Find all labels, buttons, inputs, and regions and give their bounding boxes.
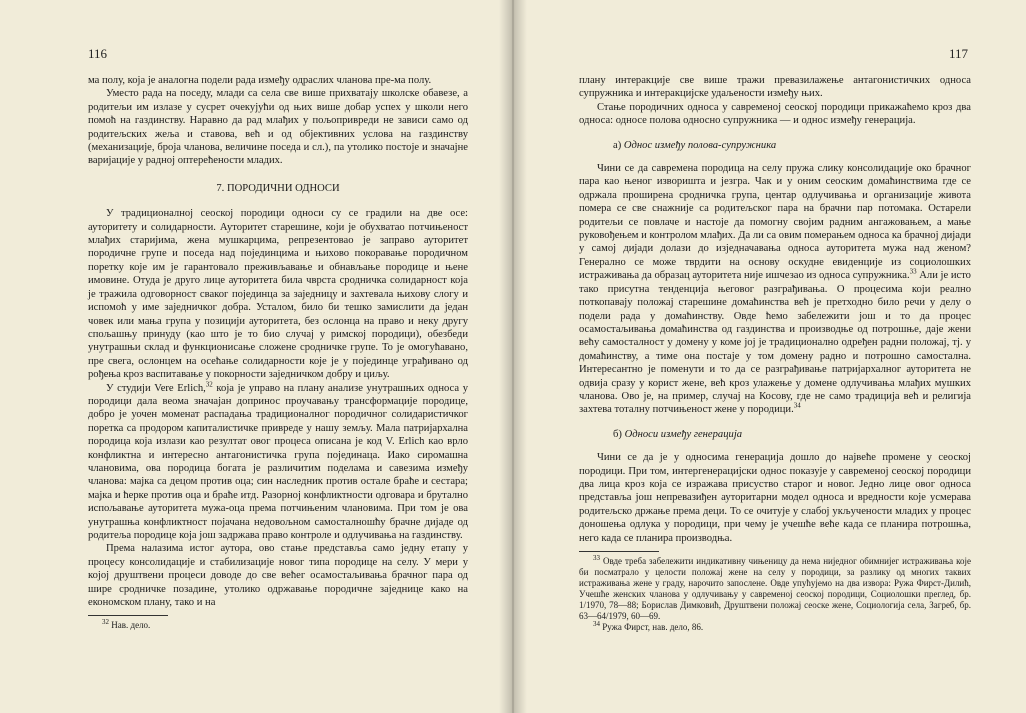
footnote-mark: 32 <box>102 618 109 627</box>
footnote-reference: 33 <box>909 267 917 276</box>
footnote-mark: 33 <box>593 554 600 562</box>
paragraph: Уместо рада на поседу, млади са села све више прихватају школске обавезе, а родитељи им излазе у сусрет очекујући од њих више добар успех у школи него помоћ на газдинству. Наравно да рад млађих у пољопривреди не зависи само од родитељских жеља и ставова, већ и од објективних услова на газдинству (механизације, броја чланова, величине поседа и сл.), па утолико постоје и значајне варијације у радној оптерећености младих. <box>88 88 468 167</box>
footnotes <box>88 620 468 631</box>
section-heading: 7. ПОРОДИЧНИ ОДНОСИ <box>216 182 340 194</box>
footnote-text: Овде треба забележити индикативну чињеницу да нема ниједног обимнијег истраживања које би посматрало у целости положај жене на селу у породици, за разлику од многих таквих истраживања жене у граду, нарочито запослене. Овде упућујемо на два извора: Ружа Фирст-Дилић, Учешће женских чланова у одлучивању у савременој сеоској породици, Социолошки преглед, бр. 1/1970, 78—88; Борислав Димковић, Друштвени положај сеоске жене, Социологија села, Загреб, бр. 63—64/1979, 60—69. <box>579 556 971 621</box>
footnote-text: Нав. дело. <box>111 620 151 631</box>
paragraph-text: која је управо на плану анализе унутрашњих односа у породици дала веома значајан допринос проучавању трансформације породице, добро је уочен моменат распадања традиционалног породичног солидаристичког поретка са продором капиталистичке привреде у нашу земљу. Мала патријархална породица која излази као резултат овог процеса описана је код V. Erlich као врло конфликтна и интересно антагонистичка група појединаца. Иако сиромашна члановима, ова породица богата је различитим поделама и савезима између чланова: мајка са децом против оца; син наследник против остале браће и сестара; мајка и ћерке против оца и браће итд. Разорној конфликтности одговара и брутално испољавање ауторитета мужа-оца према потчињеним члановима. При том је ова унутрашња конфликтност појачана недовољном самосталношћу брачне дијаде од родитеља породице која још задржава право контроле и одлучивања на газдинству. <box>88 382 468 541</box>
subsection-title: Односи између генерација <box>624 428 743 440</box>
paragraph: ма полу, која је аналогна подели рада између одраслих чланова пре-ма полу. <box>88 75 432 86</box>
footnotes <box>579 556 971 633</box>
paragraph: Према налазима истог аутора, ово стање представља само једну етапу у процесу консолидације и стабилизације новог типа породице на селу. У мери у којој друштвени процеси доводе до све већег осамостаљивања брачног пара од шире сродничке позадине, утолико одржавање породичне заједнице како на економском плану, тако и на <box>88 543 468 609</box>
paragraph: У традиционалној сеоској породици односи су се градили на две осе: ауторитету и солидарности. Ауторитет старешине, који је обухватао потчињеност млађих старијима, жена мушкарцима, репрезентовао је заправо ауторитет породичне групе и поседа над појединцима и њихово покоравање породичном поретку које им је гарантовало преживљавање и обнављање породице и њене имовине. Отуда је друго лице ауторитета била чврста сродничка солидарност која је тражила одговорност сваког појединца за заједницу и захтевала њихову слогу и испомоћ у име заједничког добра. Усталом, било би тешко замислити да један човек или мања група у позицији ауторитета, без ослонца на право и неку другу спољашњу принуду (као што је то био случај у римској породици), обезбеди унутрашњи склад и функционисање сложене сродничке групе. То је омогућавано, пре свега, ослонцем на осећање солидарности које је у појединце уграђивано од рођења кроз васпитавање у покорности заједничком добру и циљу. <box>88 208 468 381</box>
subsection-letter: а) <box>613 139 622 151</box>
right-page <box>513 0 1026 713</box>
page-number: 116 <box>88 46 108 61</box>
paragraph: Чини се да је у односима генерација дошло до највеће промене у сеоској породици. При том, интергенерацијски однос показује у савременој сеоској породици два лица кроз која се изражава присуство старог и новог. Једно лице овог односа представља још непревазиђен ауторитарни модел односа и вредности које усмерава родитељско држање према деци. То се очитује у слабој укључености младих у процес доношења одлука у породици, при чему је учешће веће када се планира потрошња, него када се планира производња. <box>579 452 971 544</box>
footnote-text: Ружа Фирст, нав. дело, 86. <box>602 622 704 632</box>
book-gutter-shadow <box>499 0 527 713</box>
paragraph: плану интеракције све више тражи превазилажење антагонистичких односа супружника и интеракцијске удаљености између њих. <box>579 75 971 100</box>
footnote <box>579 556 971 622</box>
subsection-heading <box>613 139 971 152</box>
footnote-mark: 34 <box>593 620 600 628</box>
footnote-divider <box>579 551 659 552</box>
footnote-reference: 34 <box>793 401 801 410</box>
paragraph-text: Чини се да савремена породица на селу пружа слику консолидације око брачног пара као њеног изворишта и језгра. Чак и у оним сеоским домаћинствима где се одржала проширена сродничка група, центар одлучивања и организације живота померa се све снажније са родитељског пара на брачни пар потомака. Остарели родитељи се повлаче и настоје да помогну својим радним ангажовањем, а мање руковођењем и контролом млађих. Да ли са овим померањем односа ка брачној дијади у самој дијади долази до изједначавања односа ауторитета мужа над женом? Генерално се може тврдити на основу оскудне евиденције из социолошких истраживања да образац ауторитета није ишчезао из односа супружника. <box>579 163 971 282</box>
footnote-divider <box>88 615 168 616</box>
paragraph-text: Али је исто тако присутна тенденција његовог разграђивања. О процесима који реално поткопавају положај старешине домаћинства већ је претходно било речи у делу о подели рада у домаћинству. Овде ћемо забележити још и то да процес осамостаљивања домаћинства од газдинства и производње од потрошње, даје жени већу самосталност у домену у коме јој је традиционално одређен радни положај, тј. у домаћинству, а тиме она постаје у том домену радно и потрошно самостална. Интересантно је поменути и то да се разграђивање патријархалног ауторитета не одвија сразу у корист жене, већ кроз улажење у домене одлучивања млађих мушких чланова. Ово је, на пример, случај на Косову, где не само традиција већ и религија захтева тоталну потчињеност жене у породици. <box>579 270 971 416</box>
page-number: 117 <box>948 46 968 61</box>
paragraph <box>579 162 971 417</box>
paragraph <box>88 382 468 543</box>
footnote-reference: 32 <box>205 380 213 388</box>
footnote <box>579 622 971 633</box>
paragraph: Стање породичних односа у савременој сеоској породици прикажаћемо кроз два односа: односе полова односно супружника — и однос између генерација. <box>579 101 971 127</box>
subsection-title: Однос између полова-супружника <box>623 139 777 151</box>
right-text-column <box>579 74 971 633</box>
paragraph-text: У студији Vere Erlich, <box>106 382 206 394</box>
left-text-column <box>88 74 468 631</box>
subsection-letter: б) <box>613 428 622 440</box>
footnote <box>88 620 468 631</box>
subsection-heading <box>613 428 971 441</box>
